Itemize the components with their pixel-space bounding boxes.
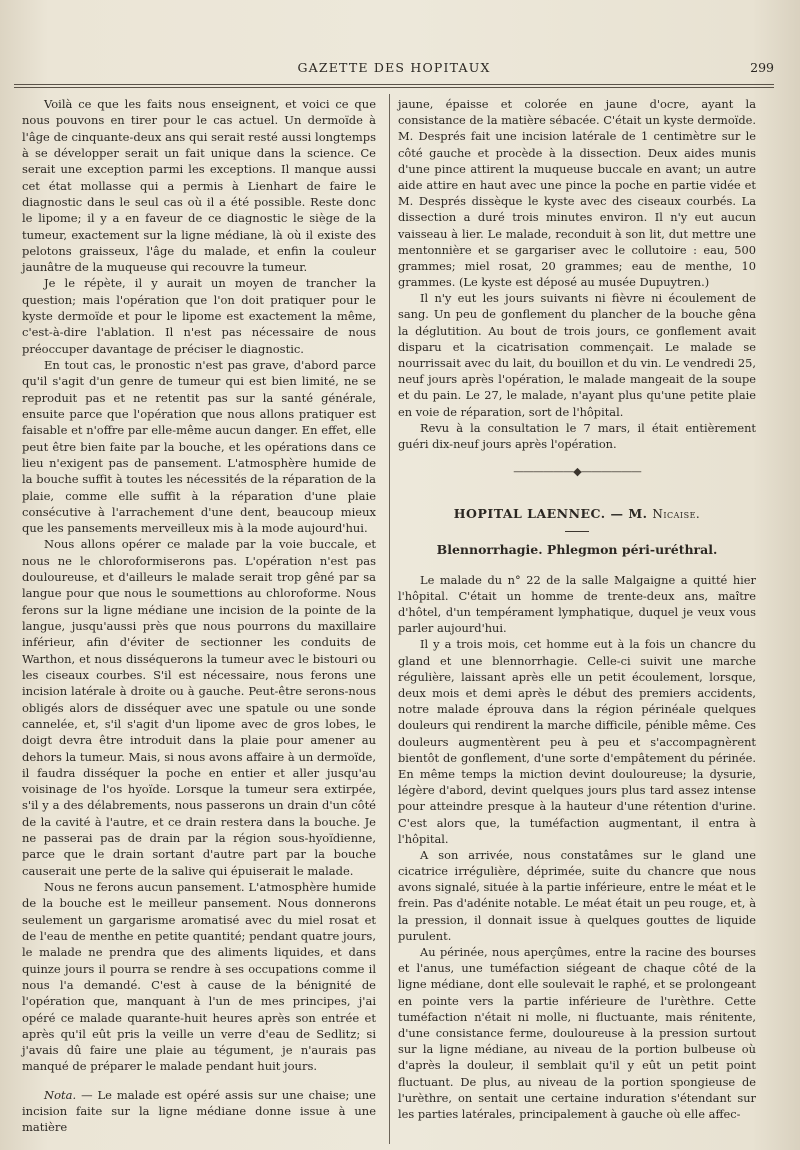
paragraph: Revu à la consultation le 7 mars, il était entièrement guéri dix-neuf jours après l'opération. [398,420,756,451]
paragraph: Voilà ce que les faits nous enseignent, et voici ce que nous pouvons en tirer pour le cas actuel. Un dermoïde à l'âge de cinquante-deux ans qui serait resté aussi longtemps à se développer serait un fait unique dans la science. Ce serait une exception parmi les exceptions. Il manque aussi cet état mollasse qui a permis à Lienhart de faire le diagnostic dans le seul cas où il a été possible. Reste donc le lipome; il y a en faveur de ce diagnostic le siège de la tumeur, exactement sur la ligne médiane, là où il existe des pelotons graisseux, l'âge du malade, et enfin la couleur jaunâtre de la muqueuse qui recouvre la tumeur. [22,97,376,275]
paragraph: jaune, épaisse et colorée en jaune d'ocre, ayant la consistance de la matière sébacée. C'était un kyste dermoïde. M. Després fait une incision latérale de 1 centimètre sur le côté gauche et procède à la dissection. Deux aides munis d'une pince attirent la muqueuse buccale en avant; un autre aide attire en haut avec une pince la poche en partie vidée et M. Després dissèque le kyste avec des ciseaux courbés. La dissection a duré trois minutes environ. Il n'y eut aucun vaisseau à lier. Le malade, reconduit à son lit, dut mettre une mentonnière et se gargariser avec le collutoire : eau, 500 grammes; miel rosat, 20 grammes; eau de menthe, 10 grammes. (Le kyste est déposé au musée Dupuytren.) [398,97,756,290]
hospital-title: HOPITAL LAENNEC. — M. [453,506,653,522]
paragraph: Nous ne ferons aucun pansement. L'atmosphère humide de la bouche est le meilleur pansement. Nous donnerons seulement un gargarisme aromatisé avec du miel rosat et de l'eau de menthe en petite quantité; pendant quatre jours, le malade ne prendra que des aliments liquides, et dans quinze jours il pourra se rendre à ses occupations comme il nous l'a demandé. C'est à cause de la bénignité de l'opération que, manquant à l'un de mes principes, j'ai opéré ce malade quarante-huit heures après son entrée et après qu'il eût pris la veille un verre d'eau de Sedlitz; si j'avais dû faire une plaie au tégument, je n'aurais pas manqué de préparer le malade pendant huit jours. [22,880,376,1074]
paragraph: Il n'y eut les jours suivants ni fièvre ni écoulement de sang. Un peu de gonflement du plancher de la bouche gêna la déglutition. Au bout de trois jours, ce gonflement avait disparu et la cicatrisation commençait. Le malade se nourrissait avec du lait, du bouillon et du vin. Le vendredi 25, neuf jours après l'opération, le malade mangeait de la soupe et du pain. Le 27, le malade, n'ayant plus qu'une petite plaie en voie de réparation, sort de l'hôpital. [398,291,756,419]
page-header [14,58,774,80]
nota-text: — Le malade est opéré assis sur une chaise; une incision faite sur la ligne médiane donne issue à une matière [22,1087,376,1135]
nota-label: Nota. [44,1087,77,1102]
right-column [398,96,756,1122]
left-column [22,96,376,1136]
header-rule-bottom [14,87,774,88]
paragraph: Nous allons opérer ce malade par la voie buccale, et nous ne le chloroformiserons pas. L'opération n'est pas douloureuse, et d'ailleurs le malade serait trop gêné par sa langue pour que nous le soumettions au chloroforme. Nous ferons sur la ligne médiane une incision de la pointe de la langue, jusqu'aussi près que nous pourrons du maxillaire inférieur, afin d'éviter de sectionner les conduits de Warthon, et nous disséquerons la tumeur avec le bistouri ou les ciseaux courbes. S'il est nécessaire, nous ferons une incision latérale à droite ou à gauche. Peut-être serons-nous obligés alors de disséquer avec une spatule ou une sonde cannelée, et, s'il s'agit d'un lipome avec de gros lobes, le doigt devra être introduit dans la plaie pour amener au dehors la tumeur. Mais, si nous avons affaire à un dermoïde, il faudra disséquer la poche en entier et aller jusqu'au voisinage de l'os hyoïde. Lorsque la tumeur sera extirpée, s'il y a des délabrements, nous passerons un drain d'un côté de la cavité à l'autre, et ce drain restera dans la bouche. Je ne passerai pas de drain par la région sous-hyoïdienne, parce que le drain sortant d'autre part par la bouche causerait une perte de la salive qui épuiserait le malade. [22,537,376,878]
hospital-heading [398,506,756,522]
header-rule-top [14,84,774,85]
paragraph: En tout cas, le pronostic n'est pas grave, d'abord parce qu'il s'agit d'un genre de tumeur qui est bien limité, ne se reproduit pas et ne retentit pas sur la santé générale, ensuite parce que l'opération que nous allons pratiquer est faisable et n'offre par elle-même aucun danger. En effet, elle peut être bien faite par la bouche, et les opérations dans ce lieu n'exigent pas de pansement. L'atmosphère humide de la bouche suffit à toutes les nécessités de la réparation de la plaie, comme elle suffit à la réparation d'une plaie consécutive à l'arrachement d'une dent, beaucoup mieux que les pansements merveilleux mis à la mode aujourd'hui. [22,358,376,536]
page-number: 299 [750,60,774,75]
paragraph: Il y a trois mois, cet homme eut à la fois un chancre du gland et une blennorrhagie. Celle-ci suivit une marche régulière, laissant après elle un petit écoulement, lorsque, deux mois et demi après le début des premiers accidents, notre malade éprouva dans la région périnéale quelques douleurs qui rendirent la marche difficile, pénible même. Ces douleurs augmentèrent peu à peu et s'accompagnèrent bientôt de gonflement, d'une sorte d'empâtement du périnée. En même temps la miction devint douloureuse; la dysurie, légère d'abord, devint quelques jours plus tard assez intense pour atteindre presque à la hauteur d'une rétention d'urine. C'est alors que, la tuméfaction augmentant, il entra à l'hôpital. [398,637,756,846]
article-subtitle: Blennorrhagie. Phlegmon péri-uréthral. [436,541,718,557]
paragraph: A son arrivée, nous constatâmes sur le gland une cicatrice irrégulière, déprimée, suite du chancre que nous avons signalé, située à la partie inférieure, entre le méat et le frein. Pas d'adénite notable. Le méat était un peu rouge, et, à la pression, il donnait issue à quelques gouttes de liquide purulent. [398,847,756,943]
section-ornament: ——————◆—————— [513,465,641,479]
heading-rule [565,531,589,532]
paragraph: Le malade du n° 22 de la salle Malgaigne a quitté hier l'hôpital. C'était un homme de trente-deux ans, maître d'hôtel, d'un tempérament lymphatique, duquel je veux vous parler aujourd'hui. [398,572,756,636]
paragraph: Au périnée, nous aperçûmes, entre la racine des bourses et l'anus, une tuméfaction siégeant de chaque côté de la ligne médiane, dont elle soulevait le raphé, et se prolongeant en pointe vers la partie inférieure de l'urèthre. Cette tuméfaction n'était ni molle, ni fluctuante, mais rénitente, d'une consistance ferme, douloureuse à la pression surtout sur la ligne médiane, au niveau de la portion bulbeuse où d'après la douleur, il semblait qu'il y eût un petit point fluctuant. De plus, au niveau de la portion spongieuse de l'urèthre, on sentait une certaine induration s'étendant sur les parties latérales, principalement à gauche où elle affec- [398,945,756,1121]
nota-paragraph [22,1087,376,1136]
paragraph: Je le répète, il y aurait un moyen de trancher la question; mais l'opération que l'on doit pratiquer pour le kyste dermoïde et pour le lipome est exactement la même, c'est-à-dire l'ablation. Il n'est pas nécessaire de nous préoccuper davantage de préciser le diagnostic. [22,276,376,356]
journal-title: GAZETTE DES HOPITAUX [297,60,491,75]
hospital-doctor: Nicaise. [652,507,701,522]
column-divider [389,94,390,1144]
